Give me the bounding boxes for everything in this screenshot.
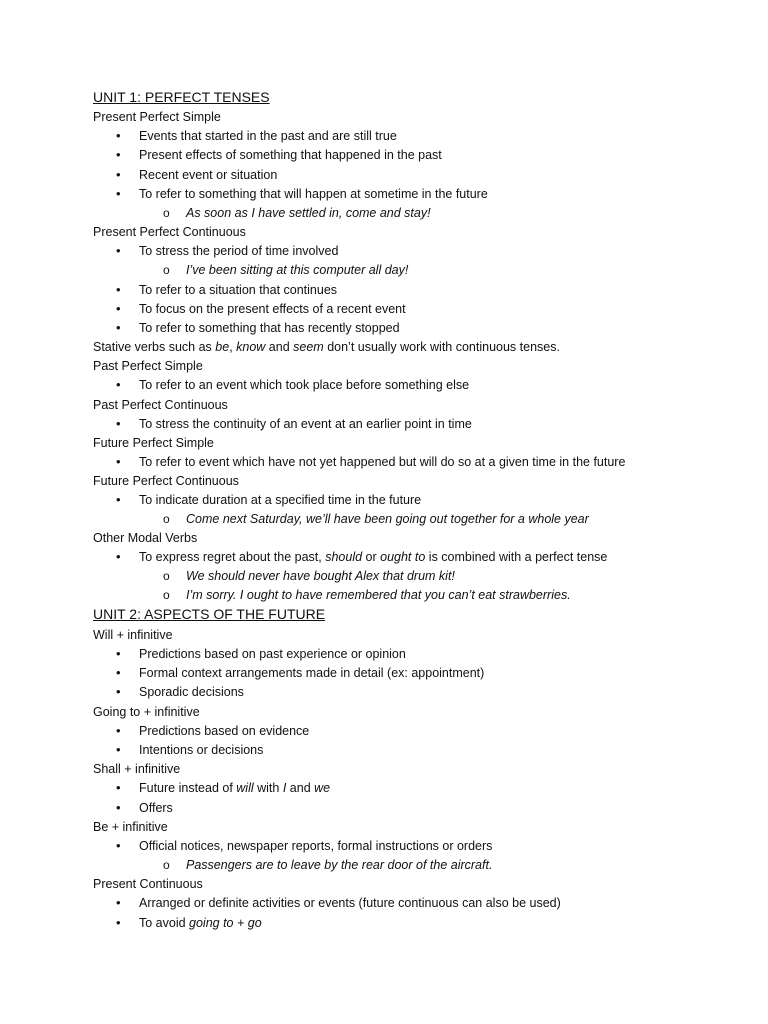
bullet-icon: •: [116, 646, 121, 661]
document-page: UNIT 1: PERFECT TENSES Present Perfect Simple • Events that started in the past and are still true • Present effects of something that happened in the past • Recent event or situation • To refer to something that will happen at sometime in the future o As soon as I have settled in, come and stay! Present Perfect Continuous • To stress the period of time involved o I’ve been sitting at this computer all day! • To refer to a situation that continues • To focus on the present effects of a recent event • To refer to something that has recently stopped Stative verbs such as be, know and seem don’t usually work with continuous tenses. Past Perfect Simple • To refer to an event which took place before something else Past Perfect Continuous • To stress the continuity of an event at an earlier point in time Future Perfect Simple • To refer to event which have not yet happened but will do so at a given time in the future Future Perfect Continuous • To indicate duration at a specified time in the future o Come next Saturday, we’ll have been going out together for a whole year Other Modal Verbs • To express regret about the past, should or ought to is combined with a perfect tense o We should never have bought Alex that drum kit! o I’m sorry. I ought to have remembered that you can’t eat strawberries. UNIT 2: ASPECTS OF THE FUTURE Will + infinitive • Predictions based on past experience or opinion • Formal context arrangements made in detail (ex: appointment) • Sporadic decisions Going to + infinitive • Predictions based on evidence • Intentions or decisions Shall + infinitive • Future instead of will with I and we • Offers Be + infinitive • Official notices, newspaper reports, formal instructions or orders o Passengers are to leave by the rear door of the aircraft. Present Continuous • Arranged or definite activities or events (future continuous can also be used) • To avoid going to + go: [0, 0, 768, 1024]
bullet-icon: •: [116, 454, 121, 469]
bullet-icon: •: [116, 780, 121, 795]
bullet-icon: •: [116, 186, 121, 201]
bullet-icon: •: [116, 282, 121, 297]
bullet-icon: •: [116, 723, 121, 738]
bullet-icon: •: [116, 301, 121, 316]
past-perfect-continuous-heading: Past Perfect Continuous: [93, 398, 228, 412]
be-infinitive-heading: Be + infinitive: [93, 820, 168, 834]
bullet-icon: •: [116, 742, 121, 757]
will-infinitive-heading: Will + infinitive: [93, 628, 173, 642]
bullet-icon: •: [116, 128, 121, 143]
other-modal-verbs-heading: Other Modal Verbs: [93, 531, 198, 545]
bullet-icon: •: [116, 147, 121, 162]
bullet-icon: •: [116, 895, 121, 910]
bullet-icon: •: [116, 665, 121, 680]
present-perfect-simple-heading: Present Perfect Simple: [93, 110, 221, 124]
future-perfect-continuous-heading: Future Perfect Continuous: [93, 474, 239, 488]
sub-bullet-icon: o: [163, 206, 170, 220]
bullet-icon: •: [116, 320, 121, 335]
stative-verbs-note: Stative verbs such as be, know and seem don’t usually work with continuous tenses.: [93, 340, 560, 354]
present-perfect-continuous-heading: Present Perfect Continuous: [93, 225, 246, 239]
unit-1-title: UNIT 1: PERFECT TENSES: [93, 89, 270, 105]
bullet-icon: •: [116, 838, 121, 853]
future-perfect-simple-heading: Future Perfect Simple: [93, 436, 214, 450]
sub-bullet-icon: o: [163, 512, 170, 526]
sub-bullet-icon: o: [163, 588, 170, 602]
shall-infinitive-heading: Shall + infinitive: [93, 762, 181, 776]
bullet-icon: •: [116, 243, 121, 258]
sub-bullet-icon: o: [163, 569, 170, 583]
bullet-icon: •: [116, 416, 121, 431]
bullet-icon: •: [116, 684, 121, 699]
bullet-icon: •: [116, 492, 121, 507]
bullet-icon: •: [116, 549, 121, 564]
sub-bullet-icon: o: [163, 858, 170, 872]
going-to-infinitive-heading: Going to + infinitive: [93, 705, 200, 719]
bullet-icon: •: [116, 167, 121, 182]
unit-2-title: UNIT 2: ASPECTS OF THE FUTURE: [93, 606, 326, 622]
bullet-icon: •: [116, 800, 121, 815]
bullet-icon: •: [116, 915, 121, 930]
sub-bullet-icon: o: [163, 263, 170, 277]
past-perfect-simple-heading: Past Perfect Simple: [93, 359, 203, 373]
present-continuous-heading: Present Continuous: [93, 877, 203, 891]
bullet-icon: •: [116, 377, 121, 392]
